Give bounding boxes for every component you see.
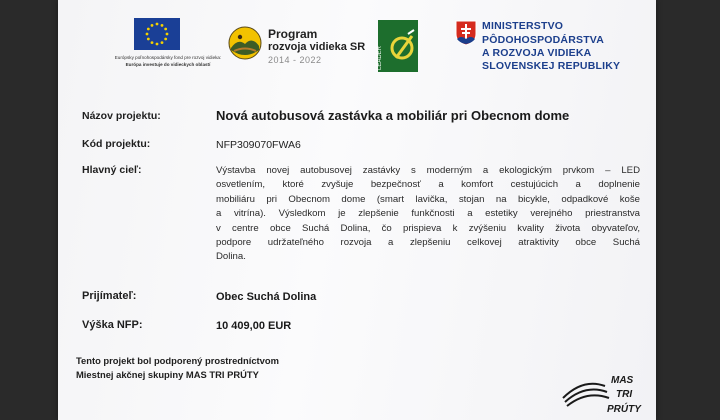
prv-years: 2014 - 2022 <box>268 55 322 65</box>
ministry-line-3: A ROZVOJA VIDIEKA <box>482 47 592 59</box>
eu-star-icon <box>147 38 150 41</box>
project-goal-text <box>216 164 640 265</box>
ministry-line-2: PÔDOHOSPODÁRSTVA <box>482 34 605 46</box>
eu-star-icon <box>166 33 169 36</box>
goal-line: a vitrína). Výsledkom je zlepšenie funkčnosti a estetiky verejného priestranstva <box>216 208 640 220</box>
slovak-coat-of-arms-icon <box>455 20 477 46</box>
recipient-label: Prijímateľ: <box>82 290 137 302</box>
goal-line: podpore udržateľného rozvoja a zlepšeniu celkovej atraktivity obce Suchá <box>216 237 640 249</box>
leader-logo-icon <box>378 20 418 72</box>
goal-line: Výstavba novej autobusovej zastávky s moderným a ekologickým prvkom – LED <box>216 165 640 176</box>
project-code-label: Kód projektu: <box>82 138 151 150</box>
mas-logo-line-3: PRÚTY <box>607 404 641 415</box>
eu-star-icon <box>151 41 154 44</box>
goal-line: v centre obce Suchá Dolina, čo prispieva k zvýšeniu kvality života obyvateľov, <box>216 222 640 234</box>
eu-star-icon <box>156 43 159 46</box>
mas-tri-pruty-logo-icon <box>561 368 643 420</box>
goal-line: osvetlením, ktoré zvyšuje bezpečnosť a komfort cestujúcich a doplnenie <box>216 179 640 191</box>
eu-star-icon <box>164 28 167 31</box>
eu-stars-icon <box>134 18 180 50</box>
project-code-value: NFP309070FWA6 <box>216 139 301 151</box>
eu-star-icon <box>161 24 164 27</box>
eu-flag-icon <box>134 18 180 50</box>
project-name-label: Názov projektu: <box>82 110 161 122</box>
mas-logo-line-1: MAS <box>611 375 634 386</box>
project-goal-label: Hlavný cieľ: <box>82 164 142 176</box>
project-info-board <box>58 0 656 420</box>
eu-invest-text: Európa investuje do vidieckych oblastí <box>125 62 211 67</box>
goal-line: mobiliáru pri Obecnom dome (smart lavička, stojan na bicykle, odpadkové koše <box>216 193 640 205</box>
eu-star-icon <box>146 33 149 36</box>
eu-star-icon <box>147 28 150 31</box>
eu-star-icon <box>164 38 167 41</box>
prv-title: Program <box>268 27 318 41</box>
amount-value: 10 409,00 EUR <box>216 320 292 332</box>
logo-strip <box>58 0 656 92</box>
mas-logo-line-2: TRI <box>616 389 633 400</box>
project-name-value: Nová autobusová zastávka a mobiliár pri Obecnom dome <box>216 108 570 123</box>
prv-logo-icon <box>228 26 262 60</box>
prv-subtitle: rozvoja vidieka SR <box>268 41 366 53</box>
leader-label: LEADER <box>377 45 383 70</box>
eu-star-icon <box>156 23 159 26</box>
eu-fund-text: Európsky poľnohospodársky fond pre rozvoj vidieka: <box>114 55 222 60</box>
ministry-line-4: SLOVENSKEJ REPUBLIKY <box>482 60 621 72</box>
footer-line-1: Tento projekt bol podporený prostredníctvom <box>76 355 279 366</box>
eu-star-icon <box>161 41 164 44</box>
eu-star-icon <box>151 24 154 27</box>
footer-line-2: Miestnej akčnej skupiny MAS TRI PRÚTY <box>76 369 259 380</box>
leader-emblem-icon <box>378 20 418 72</box>
amount-label: Výška NFP: <box>82 319 143 331</box>
recipient-value: Obec Suchá Dolina <box>216 291 317 303</box>
goal-line: Dolina. <box>216 251 246 263</box>
ministry-line-1: MINISTERSTVO <box>482 20 564 32</box>
